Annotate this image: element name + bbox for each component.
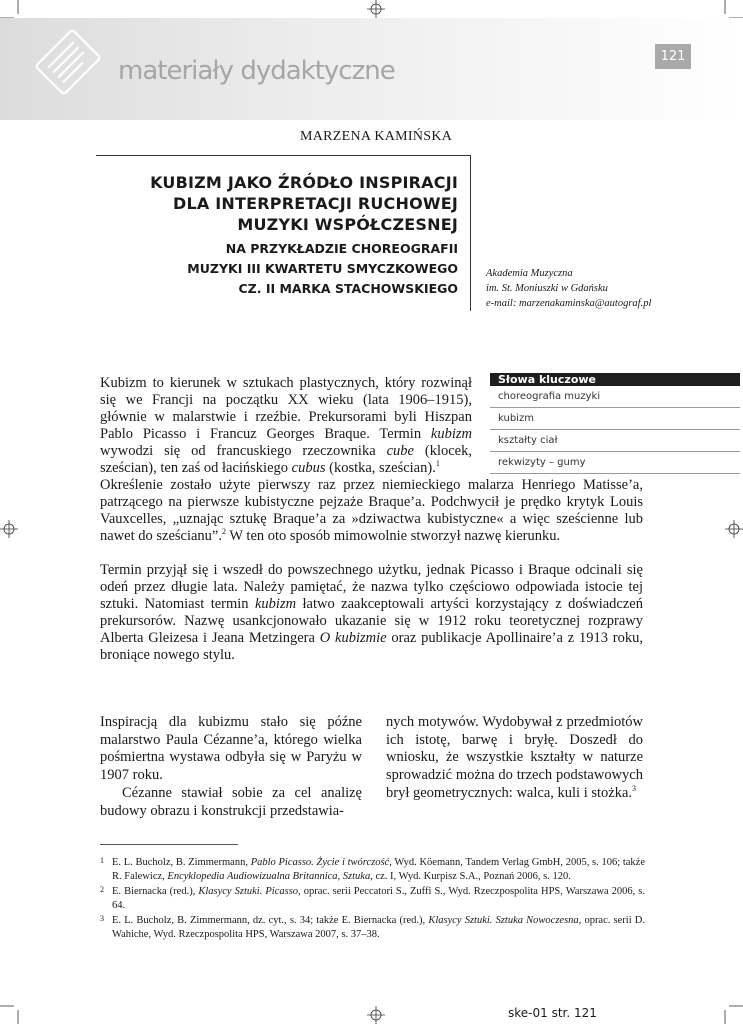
paragraph-cezanne-analysis: Cézanne stawiał sobie za cel analizę budowy obrazu i konstrukcji przedstawia- [100,784,362,819]
footnote-number: 1 [100,856,104,865]
keywords-box [490,373,740,474]
italic-term: kubizm [430,426,472,442]
column-left [100,714,362,820]
footnote-text [112,914,645,941]
text-run: (klocek, sześcian), ten zaś od łacińskiego [100,443,472,476]
text-run: (kostka, sześcian). [325,460,436,476]
italic-term: cube [386,443,414,459]
text-run: W ten oto sposób mimowolnie stworzył nazwę kierunku. [226,528,561,544]
footnote [100,856,645,883]
text-run: Kubizm to kierunek w sztukach plastycznych, który rozwinął się we Francji na początku XX wieku (lata 1906–1915), głównie w malarstwie i rzeźbie. Prekursorami byli Hiszpan Pablo Picasso i Francuz Georges Braque. Termin [100,375,472,442]
registration-mark-top [367,0,385,18]
title-rule-vertical [470,155,471,311]
text-run: E. Biernacka (red.), [112,886,199,897]
text-run: Określenie zostało użyte pierwszy raz przez niemieckiego malarza Henriego Matisse’a, patrzącego na pierwsze kubistyczne pejzaże Braque’a. Podchwycił je prędko krytyk Louis Vauxcelles, „uznając sztukę Braque’a za »dziwactwa kubistyczne« a więc sześcienne lub nawet do sześcianu”. [100,477,643,544]
keywords-heading: Słowa kluczowe [490,373,740,386]
text-run: oraz publikacje Apollinaire’a z 1913 roku, broniące nowego stylu. [100,630,643,663]
italic-term: Klasycy Sztuki. Picasso [198,886,299,897]
footnote-rule [100,844,238,845]
affiliation-institution-name: im. St. Moniuszki w Gdańsku [486,283,608,294]
paragraph-cezanne: Inspiracją dla kubizmu stało się późne malarstwo Paula Cézanne’a, którego wielka pośmiertna wystawa odbyła się w Paryżu w 1907 roku. [100,714,362,784]
article-title [96,172,458,299]
footnote-text [112,856,645,883]
footnote-number: 3 [100,914,104,923]
page-number: 121 [655,44,691,69]
title-line: KUBIZM JAKO ŹRÓDŁO INSPIRACJI [150,173,458,192]
author-name: MARZENA KAMIŃSKA [300,129,453,144]
affiliation [486,266,651,311]
title-line: DLA INTERPRETACJI RUCHOWEJ [173,194,458,213]
footnote [100,914,645,941]
subtitle-line: NA PRZYKŁADZIE CHOREOGRAFII [225,241,458,256]
italic-term: Sztuka [342,870,371,882]
keyword-item: kubizm [490,408,740,430]
paragraph-term [100,562,643,664]
keyword-item: rekwizyty – gumy [490,452,740,474]
keyword-item: kształty ciał [490,430,740,452]
title-line: MUZYKI WSPÓŁCZESNEJ [237,215,458,234]
italic-term: cubus [291,460,326,476]
text-run: , oprac. serii D. Wahiche, Wyd. Rzeczpospolita HPS, Warszawa 2007, s. 37–38. [112,915,645,940]
affiliation-institution: Akademia Muzyczna [486,268,573,279]
column-right [386,714,643,803]
text-run: , oprac. serii Peccatori S., Zuffi S., Wyd. Rzeczpospolita HPS, Warszawa 2006, s. 64. [112,886,646,911]
italic-term: Encyklopedia Audiowizualna Britannica [167,870,338,882]
italic-term: O kubizmie [319,630,387,646]
page-footer: ske-01 str. 121 [508,1006,597,1020]
affiliation-email: e-mail: marzenakaminska@autograf.pl [486,298,652,309]
text-run: , Wyd. Köemann, Tandem Verlag GmbH, 2005, s. 106; także R. Falewicz, [112,857,645,882]
text-run: Termin przyjął się i wszedł do powszechnego użytku, jednak Picasso i Braque odcinali się odeń przez długie lata. Należy pamiętać, że nazwa tylko częściowo odpowiada istocie tej sztuki. Natomiast termin [100,562,643,612]
section-title: materiały dydaktyczne [118,56,395,86]
subtitle-line: CZ. II MARKA STACHOWSKIEGO [238,281,458,296]
text-run: łatwo zaakceptowali artyści korzystający z doświadczeń prekursorów. Nazwę usankcjonowało ukazanie się w 1912 roku teoretycznej rozprawy Alberta Gleizesa i Jeana Metzingera [100,596,643,646]
paragraph-matisse [100,477,643,545]
italic-term: kubizm [254,596,297,612]
italic-term: Klasycy Sztuki. Sztuka Nowoczesna [428,915,579,926]
paragraph-intro [100,375,472,477]
text-run: nych motywów. Wydobywał z przedmiotów ich istotę, barwę i bryłę. Doszedł do wniosku, że wszystkie kształty w naturze sprowadzić można do trzech podstawowych brył geometrycznych: walca, kuli i stożka. [386,714,643,801]
footnote-number: 2 [100,885,104,894]
footnote-ref: 2 [222,527,226,537]
crop-mark-bottom-left [0,1002,30,1024]
registration-mark-bottom [367,1006,385,1024]
italic-term: Pablo Picasso. Życie i twórczość [250,857,390,868]
title-rule-horizontal [96,155,470,156]
registration-mark-right [725,520,743,538]
text-run: wywodzi się od francuskiego rzeczownika [100,443,387,459]
text-run: , cz. I, Wyd. Kurpisz S.A., Poznań 2006, s. 120. [370,870,571,882]
book-icon [28,22,108,102]
text-run: E. L. Bucholz, B. Zimmermann, [112,857,251,868]
keyword-item: choreografia muzyki [490,386,740,408]
footnote-ref: 1 [435,459,440,469]
footnote-ref: 3 [632,783,637,793]
footnote-text [112,885,645,912]
text-run: E. L. Bucholz, B. Zimmermann, dz. cyt., s. 34; także E. Biernacka (red.), [112,915,429,926]
subtitle-line: MUZYKI III KWARTETU SMYCZKOWEGO [187,261,458,276]
crop-mark-bottom-right [713,1002,743,1024]
registration-mark-left [0,520,18,538]
subtitle [96,239,458,299]
text-run: , [337,870,343,882]
footnote [100,885,645,912]
